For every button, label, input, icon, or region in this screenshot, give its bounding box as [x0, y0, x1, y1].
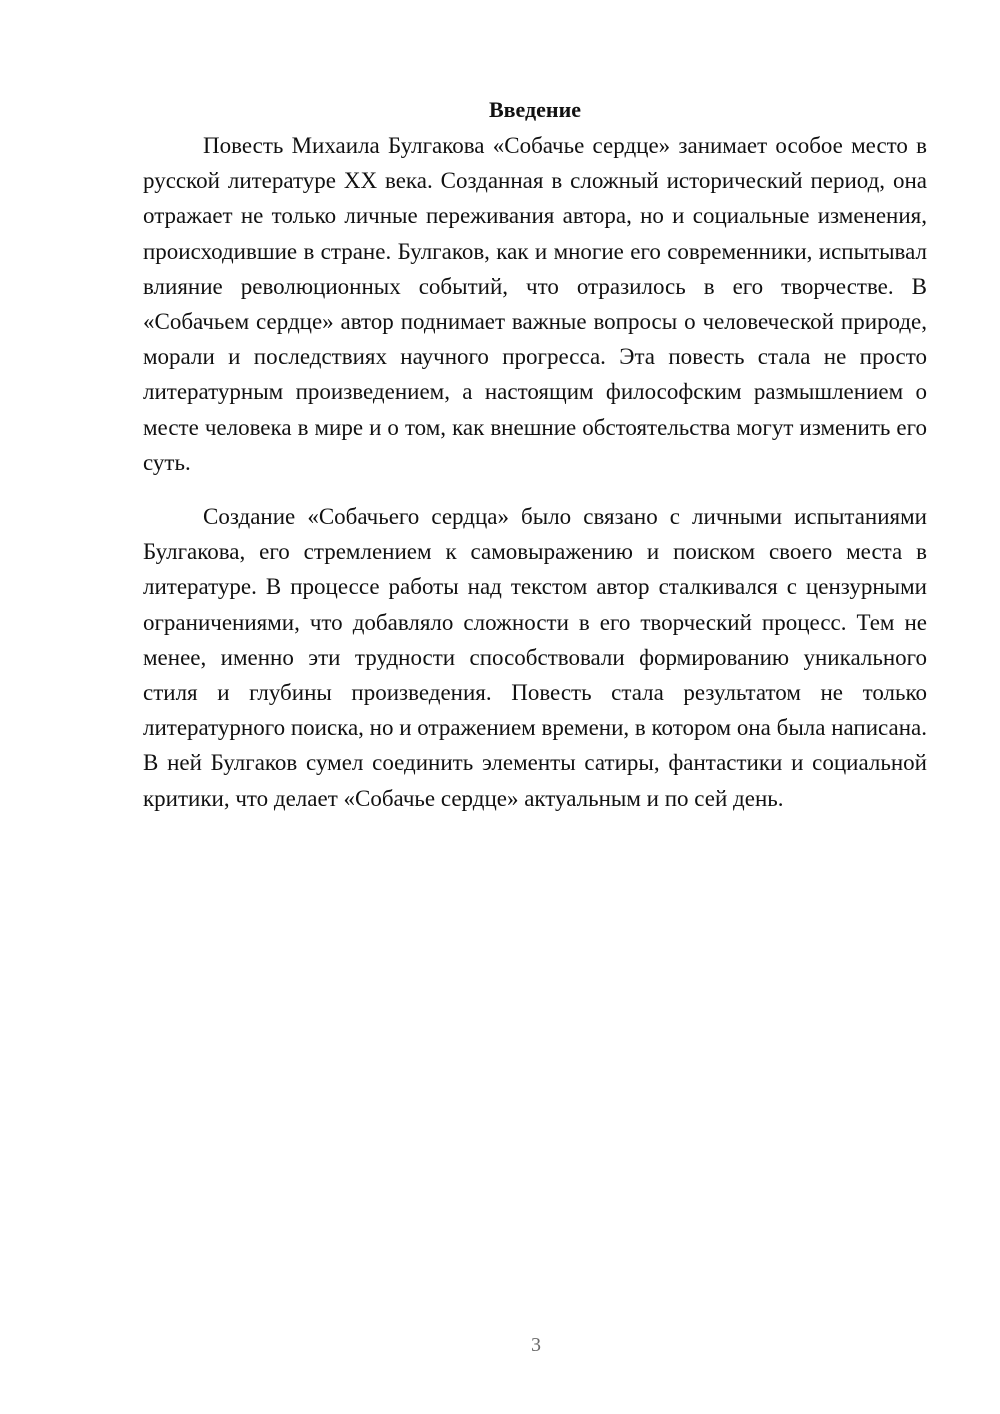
- page-content: [143, 94, 927, 816]
- page-number: 3: [531, 1334, 541, 1356]
- paragraph-2: Создание «Собачьего сердца» было связано с личными испытаниями Булгакова, его стремлением к самовыражению и поиском своего места в литературе. В процессе работы над текстом автор сталкивался с цензурными ограничениями, что добавляло сложности в его творческий процесс. Тем не менее, именно эти трудности способствовали формированию уникального стиля и глубины произведения. Повесть стала результатом не только литературного поиска, но и отражением времени, в котором она была написана. В ней Булгаков сумел соединить элементы сатиры, фантастики и социальной критики, что делает «Собачье сердце» актуальным и по сей день.: [143, 504, 927, 811]
- paragraph-1: Повесть Михаила Булгакова «Собачье сердце» занимает особое место в русской литературе XX века. Созданная в сложный исторический период, она отражает не только личные переживания автора, но и социальные изменения, происходившие в стране. Булгаков, как и многие его современники, испытывал влияние революционных событий, что отразилось в его творчестве. В «Собачьем сердце» автор поднимает важные вопросы о человеческой природе, морали и последствиях научного прогресса. Эта повесть стала не просто литературным произведением, а настоящим философским размышлением о месте человека в мире и о том, как внешние обстоятельства могут изменить его суть.: [143, 133, 927, 475]
- section-heading: Введение: [488, 97, 582, 122]
